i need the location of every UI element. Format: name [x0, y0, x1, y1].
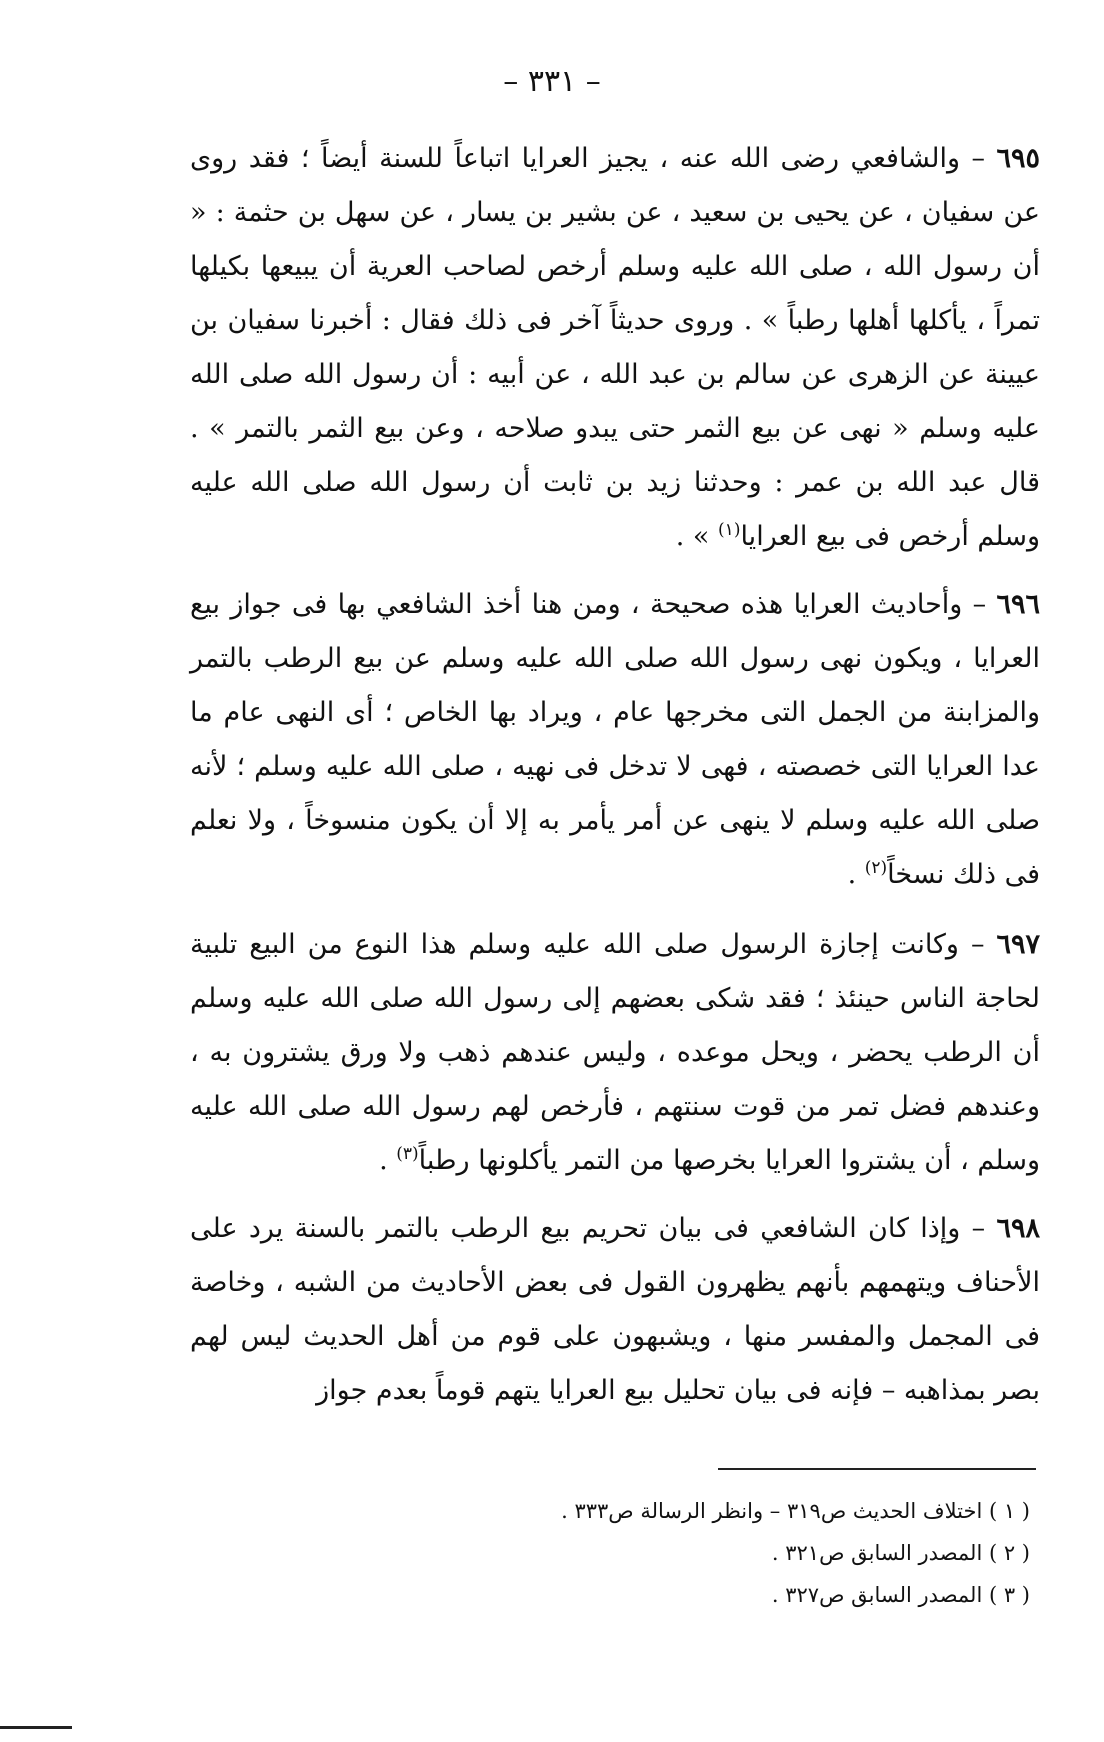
footnote-2: ( ٢ ) المصدر السابق ص٣٢١ .	[771, 1541, 1030, 1565]
paragraph-698	[190, 1202, 1040, 1418]
paragraph-696	[190, 578, 1040, 902]
paragraph-text: – وإذا كان الشافعي فى بيان تحريم بيع الرطب بالتمر بالسنة يرد على الأحناف ويتهمهم بأنهم يظهرون القول فى بعض الأحاديث من الشبه ، وخاصة فى المجمل والمفسر منها ، ويشبهون على قوم من أهل الحديث ليس لهم بصر بمذاهبه – فإنه فى بيان تحليل بيع العرايا يتهم قوماً بعدم جواز	[190, 1213, 1040, 1406]
paragraph-number: ٦٩٨	[996, 1213, 1040, 1244]
paragraph-tail: .	[847, 859, 865, 890]
paragraph-tail: » .	[675, 521, 719, 552]
page-number: – ٣٣١ –	[503, 64, 601, 99]
paragraph-tail: .	[379, 1145, 397, 1176]
footnote-divider	[718, 1468, 1036, 1470]
footnote-reference: (١)	[718, 520, 741, 540]
footnotes-list	[560, 1490, 1030, 1616]
paragraph-695	[190, 132, 1040, 564]
footnote-1: ( ١ ) اختلاف الحديث ص٣١٩ – وانظر الرسالة ص٣٣٣ .	[561, 1499, 1030, 1523]
paragraph-number: ٦٩٥	[996, 143, 1040, 174]
page-edge-mark	[0, 1726, 72, 1729]
paragraph-number: ٦٩٧	[996, 929, 1040, 960]
paragraph-text: – وأحاديث العرايا هذه صحيحة ، ومن هنا أخذ الشافعي بها فى جواز بيع العرايا ، ويكون نهى رسول الله صلى الله عليه وسلم عن بيع الرطب بالتمر والمزابنة من الجمل التى مخرجها عام ، ويراد بها الخاص ؛ أى النهى عام ما عدا العرايا التى خصصته ، فهى لا تدخل فى نهيه ، صلى الله عليه وسلم ؛ لأنه صلى الله عليه وسلم لا ينهى عن أمر يأمر به إلا أن يكون منسوخاً ، ولا نعلم فى ذلك نسخاً	[190, 589, 1040, 890]
footnote-reference: (٣)	[396, 1144, 419, 1164]
paragraph-text: – والشافعي رضى الله عنه ، يجيز العرايا اتباعاً للسنة أيضاً ؛ فقد روى عن سفيان ، عن يحيى بن سعيد ، عن بشير بن يسار ، عن سهل بن حثمة : « أن رسول الله ، صلى الله عليه وسلم أرخص لصاحب العرية أن يبيعها بكيلها تمراً ، يأكلها أهلها رطباً » . وروى حديثاً آخر فى ذلك فقال : أخبرنا سفيان بن عيينة عن الزهرى عن سالم بن عبد الله ، عن أبيه : أن رسول الله صلى الله عليه وسلم « نهى عن بيع الثمر حتى يبدو صلاحه ، وعن بيع الثمر بالتمر » . قال عبد الله بن عمر : وحدثنا زيد بن ثابت أن رسول الله صلى الله عليه وسلم أرخص فى بيع العرايا	[190, 143, 1040, 552]
paragraph-number: ٦٩٦	[996, 589, 1040, 620]
footnote-reference: (٢)	[864, 858, 888, 878]
paragraph-text: – وكانت إجازة الرسول صلى الله عليه وسلم هذا النوع من البيع تلبية لحاجة الناس حينئذ ؛ فقد شكى بعضهم إلى رسول الله صلى الله عليه وسلم أن الرطب يحضر ، ويحل موعده ، وليس عندهم ذهب ولا ورق يشترون به ، وعندهم فضل تمر من قوت سنتهم ، فأرخص لهم رسول الله صلى الله عليه وسلم ، أن يشتروا العرايا بخرصها من التمر يأكلونها رطباً	[190, 929, 1040, 1176]
footnote-3: ( ٣ ) المصدر السابق ص٣٢٧ .	[771, 1583, 1030, 1607]
paragraph-697	[190, 918, 1040, 1188]
